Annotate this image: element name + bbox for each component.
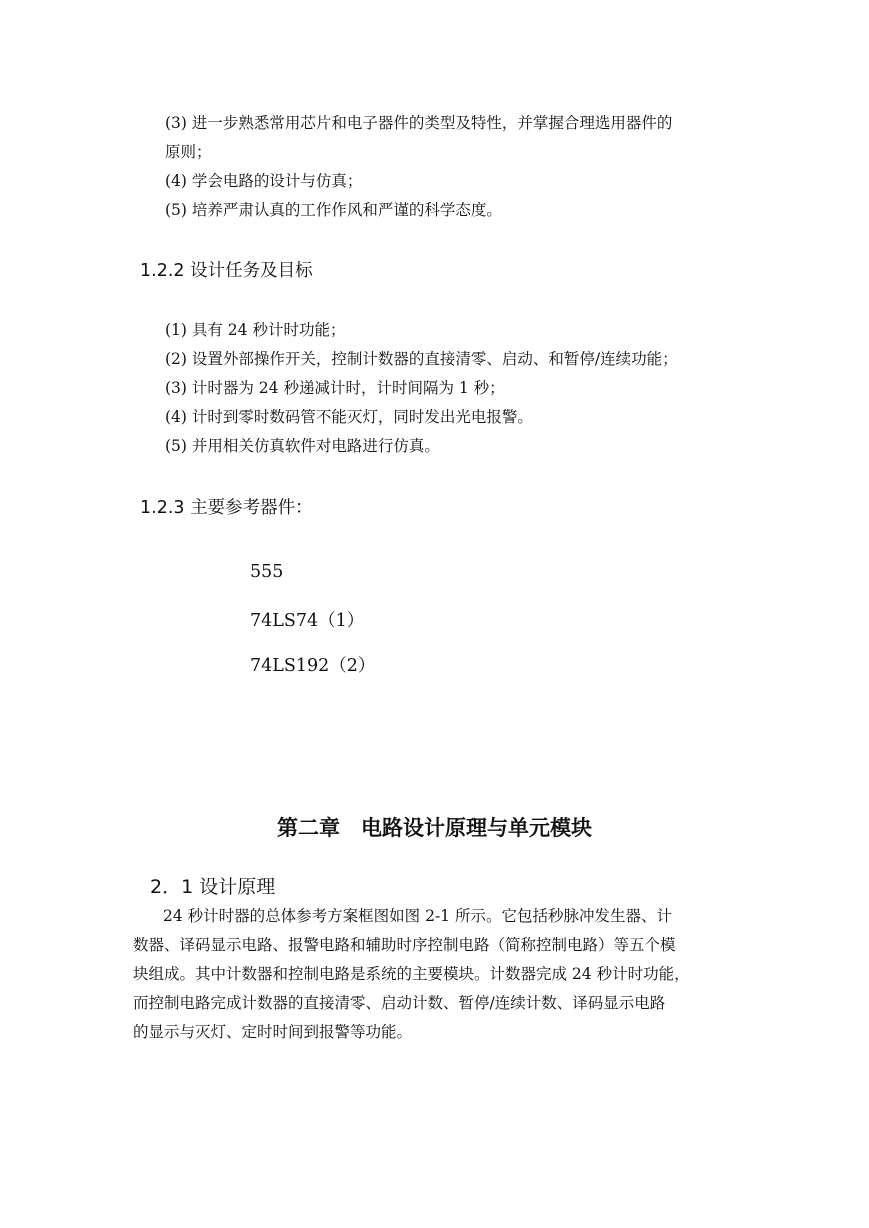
heading-1-2-3: 1.2.3 主要参考器件： — [140, 498, 313, 518]
part-555: 555 — [250, 562, 284, 582]
paragraph-line-4: 而控制电路完成计数器的直接清零、启动计数、暂停/连续计数、译码显示电路 — [133, 994, 666, 1012]
paragraph-line-5: 的显示与灭灯、定时时间到报警等功能。 — [133, 1023, 413, 1041]
paragraph-line-1: 24 秒计时器的总体参考方案框图如图 2-1 所示。它包括秒脉冲发生器、计 — [163, 907, 672, 925]
heading-1-2-2: 1.2.2 设计任务及目标 — [140, 261, 313, 281]
paragraph-line-3: 块组成。其中计数器和控制电路是系统的主要模块。计数器完成 24 秒计时功能， — [133, 965, 690, 983]
chapter-2-title: 第二章 电路设计原理与单元模块 — [277, 816, 592, 840]
objective-item-3-cont: 原则； — [165, 143, 212, 161]
task-item-3: (3) 计时器为 24 秒递减计时，计时间隔为 1 秒； — [165, 379, 505, 397]
task-item-2: (2) 设置外部操作开关，控制计数器的直接清零、启动、和暂停/连续功能； — [165, 350, 678, 368]
objective-item-4: (4) 学会电路的设计与仿真； — [165, 172, 363, 190]
heading-2-1: 2．1 设计原理 — [150, 876, 276, 898]
task-item-4: (4) 计时到零时数码管不能灭灯，同时发出光电报警。 — [165, 408, 533, 426]
task-item-5: (5) 并用相关仿真软件对电路进行仿真。 — [165, 437, 440, 455]
paragraph-line-2: 数器、译码显示电路、报警电路和辅助时序控制电路（简称控制电路）等五个模 — [133, 936, 676, 954]
objective-item-3: (3) 进一步熟悉常用芯片和电子器件的类型及特性，并掌握合理选用器件的 — [165, 114, 673, 132]
part-74ls74: 74LS74（1） — [250, 611, 365, 631]
part-74ls192: 74LS192（2） — [250, 656, 376, 676]
task-item-1: (1) 具有 24 秒计时功能； — [165, 321, 346, 339]
objective-item-5: (5) 培养严肃认真的工作作风和严谨的科学态度。 — [165, 201, 502, 219]
